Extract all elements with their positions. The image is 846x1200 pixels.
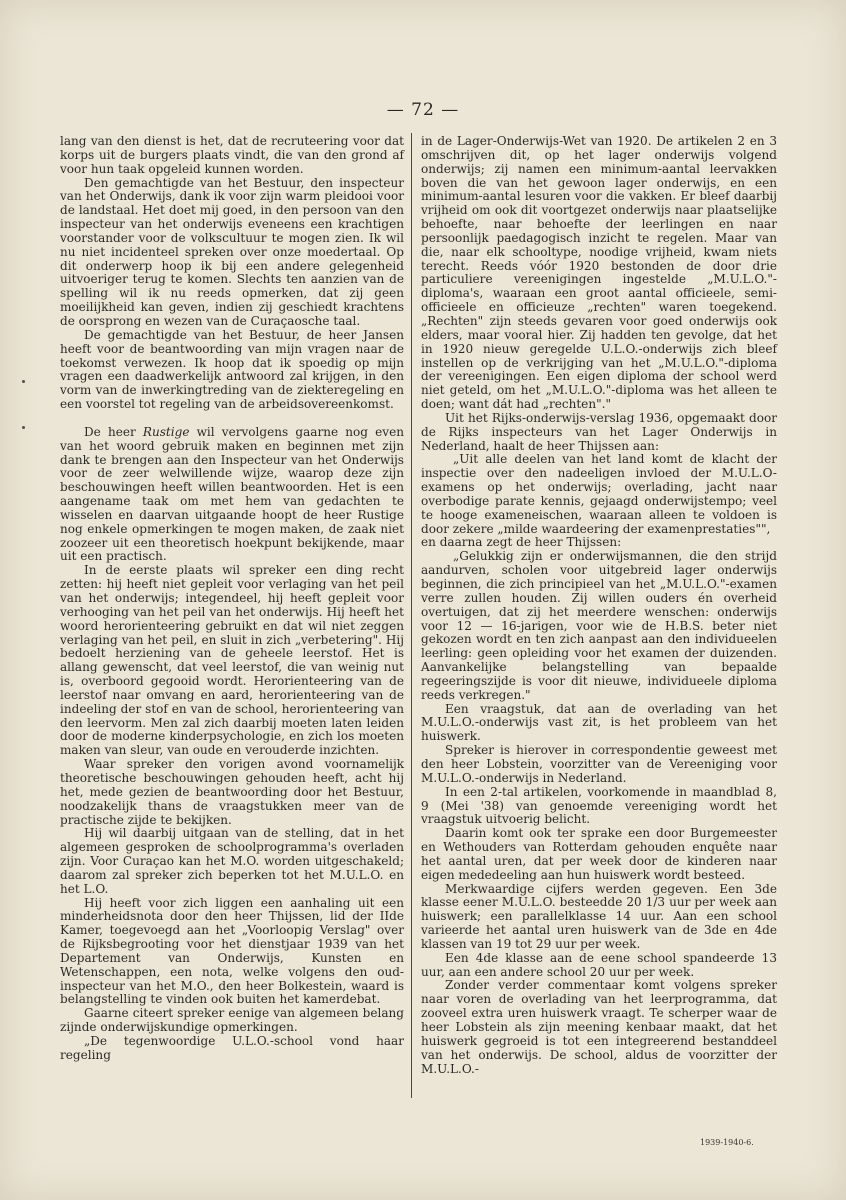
column-divider	[411, 133, 412, 1098]
footer-code: 1939-1940-6.	[700, 1138, 754, 1147]
paragraph: Den gemachtigde van het Bestuur, den inspecteur van het Onderwijs, dank ik voor zijn warm pleidooi voor de landstaal. Het doet mij goed, in den persoon van den inspecteur van het onderwijs eveneens een krachtigen voorstander voor de volkscultuur te mogen zien. Ik wil nu niet incidenteel spreken over onze moedertaal. Op dit onderwerp hoop ik bij een andere gelegenheid uitvoeriger terug te komen. Slechts ten aanzien van de spelling wil ik nu reeds opmerken, dat zij geen moeilijkheid kan geven, indien zij geschiedt krachtens de oorsprong en wezen van de Curaçaosche taal.	[60, 175, 404, 328]
margin-mark	[22, 426, 25, 429]
paragraph: Hij wil daarbij uitgaan van de stelling, dat in het algemeen gesproken de schoolprogramma's overladen zijn. Voor Curaçao kan het M.O. worden uitgeschakeld; daarom zal spreker zich beperken tot het M.U.L.O. en het L.O.	[60, 826, 404, 896]
page-number: — 72 —	[386, 100, 460, 120]
paragraph: De gemachtigde van het Bestuur, de heer Jansen heeft voor de beantwoording van mijn vragen naar de toekomst verwezen. Ik hoop dat ik spoedig op mijn vragen een daadwerkelijk antwoord zal krijgen, in den vorm van de inwerkingtreding van de ziekteregeling en een voorstel tot regeling van de arbeidsovereenkomst.	[60, 327, 404, 412]
paragraph: Een 4de klasse aan de eene school spandeerde 13 uur, aan een andere school 20 uur per week.	[421, 950, 777, 979]
speaker-name: Rustige	[142, 424, 190, 439]
paragraph: Uit het Rijks-onderwijs-verslag 1936, opgemaakt door de Rijks inspecteurs van het Lager Onderwijs in Nederland, haalt de heer Thijssen aan:	[421, 410, 777, 453]
quote-paragraph: „Uit alle deelen van het land komt de klacht der inspectie over den nadeeligen invloed der M.U.L.O-examens op het onderwijs; overlading, jacht naar overbodige parate kennis, gejaagd onderwijstempo; veel te hooge exameneischen, waaraan alleen te voldoen is door zekere „milde waardeering der examenprestaties"",	[421, 452, 777, 536]
paragraph: Merkwaardige cijfers werden gegeven. Een 3de klasse eener M.U.L.O. besteedde 20 1/3 uur per week aan huiswerk; een parallelklasse 14 uur. Aan een school varieerde het aantal uren huiswerk van de 3de en 4de klassen van 19 tot 29 uur per week.	[421, 881, 777, 951]
paragraph-text: wil vervolgens gaarne nog even van het woord gebruik maken en beginnen met zijn dank te brengen aan den Inspecteur van het Onderwijs voor de zeer welwillende wijze, waarop deze zijn beschouwingen heeft willen beantwoorden. Het is een aangename taak om met hem van gedachten te wisselen en daarvan uitgaande hoopt de heer Rustige nog enkele opmerkingen te mogen maken, de zaak niet zoozeer uit een theoretisch hoekpunt bekijkende, maar uit een practisch.	[60, 424, 404, 564]
paragraph: Daarin komt ook ter sprake een door Burgemeester en Wethouders van Rotterdam gehouden enquête naar het aantal uren, dat per week door de kinderen naar eigen mededeeling aan hun huiswerk wordt besteed.	[421, 826, 777, 882]
paragraph: lang van den dienst is het, dat de recruteering voor dat korps uit de burgers plaats vindt, die van den grond af voor hun taak opgeleid kunnen worden.	[60, 134, 404, 176]
paragraph: In een 2-tal artikelen, voorkomende in maandblad 8, 9 (Mei '38) van genoemde vereeniging wordt het vraagstuk uitvoerig belicht.	[421, 784, 777, 827]
paragraph: Gaarne citeert spreker eenige van algemeen belang zijnde onderwijskundige opmerkingen.	[60, 1006, 404, 1035]
paragraph: Waar spreker den vorigen avond voornamelijk theoretische beschouwingen gehouden heeft, acht hij het, mede gezien de beantwoording door het Bestuur, noodzakelijk thans de vraagstukken meer van de practische zijde te bekijken.	[60, 757, 404, 827]
paragraph: Spreker is hierover in correspondentie geweest met den heer Lobstein, voorzitter van de Vereeniging voor M.U.L.O.-onderwijs in Nederland.	[421, 743, 777, 785]
paragraph: In de eerste plaats wil spreker een ding recht zetten: hij heeft niet gepleit voor verlaging van het peil van het onderwijs; integendeel, hij heeft gepleit voor verhooging van het peil van het onderwijs. Hij heeft het woord herorienteering gebruikt en dat wil niet zeggen verlaging van het peil, en sluit in zich „verbetering". Hij bedoelt herziening van de geheele leerstof. Het is allang gewenscht, dat veel leerstof, die van weinig nut is, overboord gegooid wordt. Herorienteering van de leerstof naar omvang en aard, herorienteering van de indeeling der stof en van de school, herorienteering van den leervorm. Men zal zich daarbij moeten laten leiden door de moderne kinderpsychologie, en zich los moeten maken van sleur, van oude en verouderde inzichten.	[60, 563, 404, 758]
quote-paragraph: „Gelukkig zijn er onderwijsmannen, die den strijd aandurven, scholen voor uitgebreid lager onderwijs beginnen, die zich principieel van het „M.U.L.O."-examen verre zullen houden. Zij willen ouders én overheid overtuigen, dat zij het meerdere wenschen: onderwijs voor 12 — 16-jarigen, voor wie de H.B.S. beter niet gekozen wordt en ten zich aanpast aan den individueelen leerling: geen opleiding voor het examen der duizenden. Aanvankelijke belangstelling van bepaalde regeeringszijde is voor dit nieuwe, individueele diploma reeds verkregen."	[421, 549, 777, 702]
left-column	[60, 135, 404, 1063]
speaker-paragraph	[60, 426, 404, 564]
right-column	[421, 135, 777, 1076]
speaker-intro: De heer	[84, 424, 136, 439]
paragraph: Een vraagstuk, dat aan de overlading van het M.U.L.O.-onderwijs vast zit, is het probleem van het huiswerk.	[421, 701, 777, 744]
paragraph: „De tegenwoordige U.L.O.-school vond haar regeling	[60, 1034, 404, 1062]
margin-mark	[22, 380, 25, 383]
paragraph: en daarna zegt de heer Thijssen:	[421, 535, 622, 550]
paragraph: Hij heeft voor zich liggen een aanhaling uit een minderheidsnota door den heer Thijssen, lid der IIde Kamer, toegevoegd aan het „Voorloopig Verslag" over de Rijksbegrooting voor het dienstjaar 1939 van het Departement van Onderwijs, Kunsten en Wetenschappen, een nota, welke volgens den oud-inspecteur van het M.O., den heer Bolkestein, waard is belangstelling te vinden ook buiten het kamerdebat.	[60, 895, 404, 1007]
paragraph: in de Lager-Onderwijs-Wet van 1920. De artikelen 2 en 3 omschrijven dit, op het lager onderwijs volgend onderwijs; zij namen een minimum-aantal leervakken boven die van het gewoon lager onderwijs, en een minimum-aantal lesuren voor die vakken. Er bleef daarbij vrijheid om ook dit voortgezet onderwijs naar plaatselijke behoefte, naar behoefte der leerlingen en naar persoonlijk paedagogisch inzicht te regelen. Maar van die, naar elk schooltype, noodige vrijheid, kwam niets terecht. Reeds vóór 1920 bestonden de door drie particuliere vereenigingen ingestelde „M.U.L.O."-diploma's, waaraan een groot aantal officieele, semi-officieele en officieuze „rechten" waren toegekend. „Rechten" zijn steeds gevaren voor goed onderwijs ook elders, maar vooral hier. Zij hadden ten gevolge, dat het in 1920 nieuw geregelde U.L.O.-onderwijs zich bleef instellen op de verkrijging van het „M.U.L.O."-diploma der vereenigingen. Een eigen diploma der school werd niet geteld, om het „M.U.L.O."-diploma was het alleen te doen; want dát had „rechten"."	[421, 134, 777, 412]
paragraph: Zonder verder commentaar komt volgens spreker naar voren de overlading van het leerprogramma, dat zooveel extra uren huiswerk vraagt. Te scherper waar de heer Lobstein als zijn meening kenbaar maakt, dat het huiswerk gegroeid is tot een integreerend bestanddeel van het onderwijs. De school, aldus de voorzitter der M.U.L.O.-	[421, 978, 777, 1076]
